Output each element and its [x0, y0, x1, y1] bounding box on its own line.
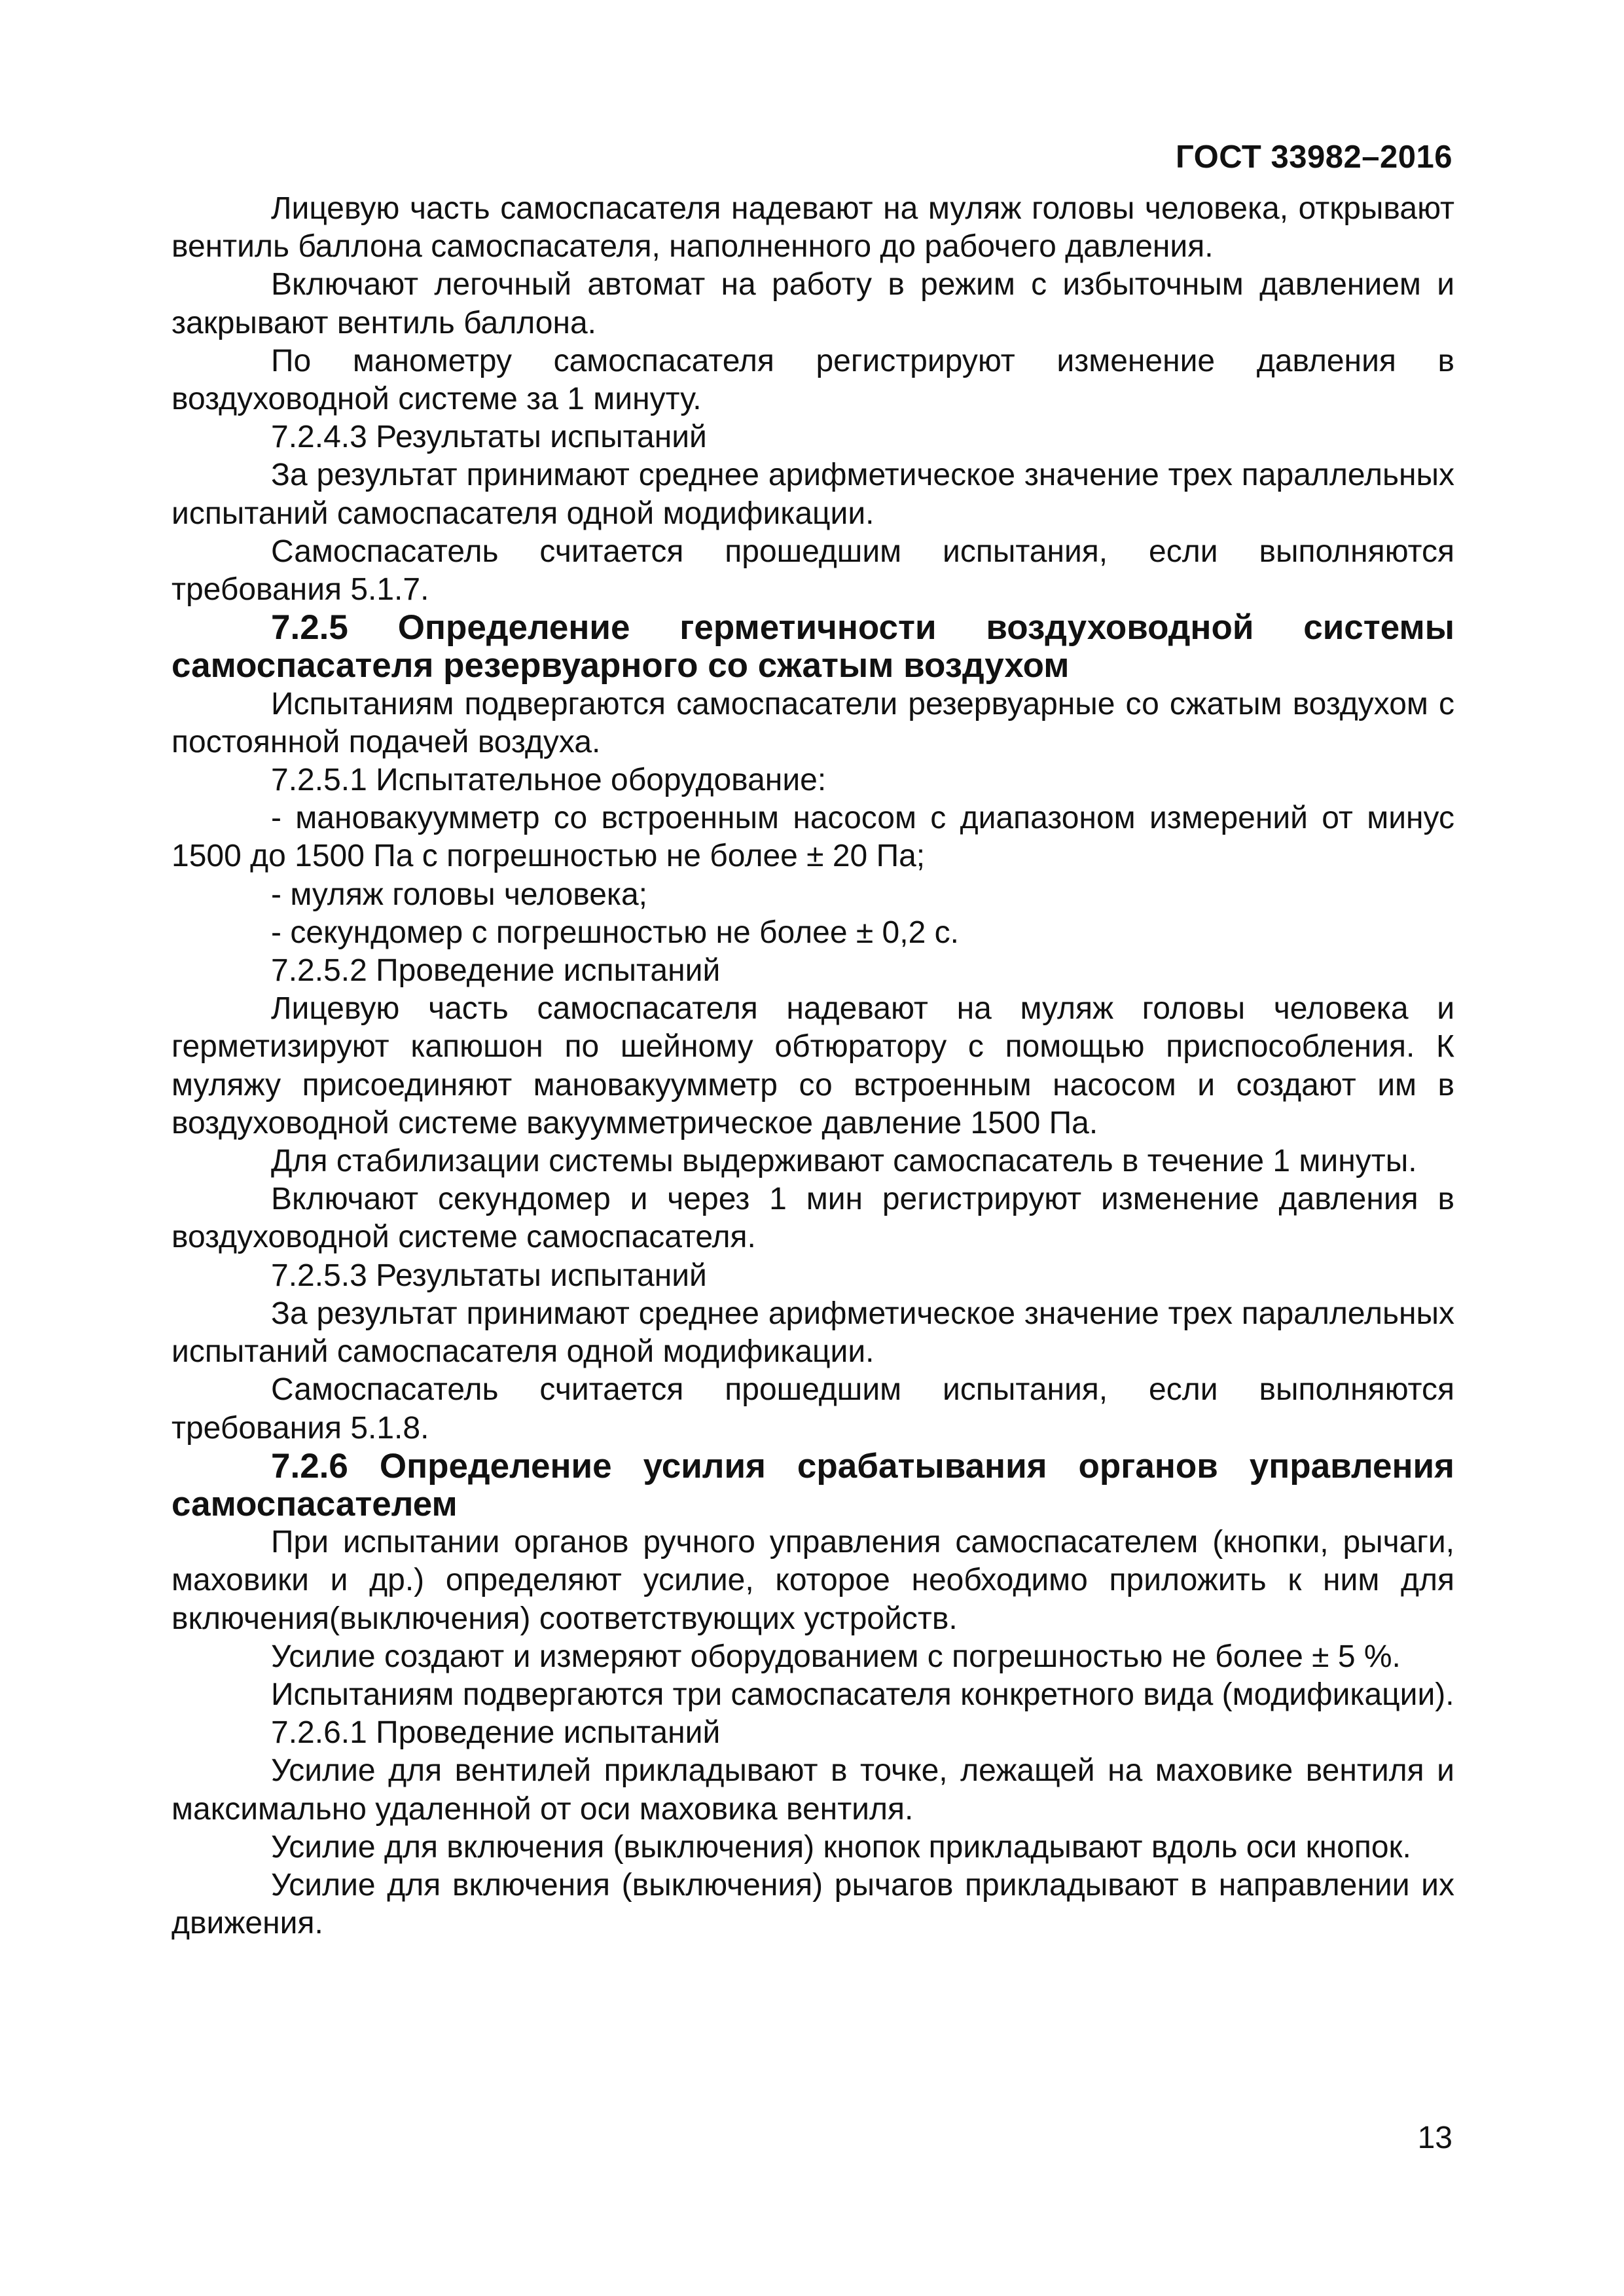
- paragraph: Испытаниям подвергаются самоспасатели резервуарные со сжатым воздухом с постоянной подачей воздуха.: [171, 686, 1454, 759]
- paragraph: Включают легочный автомат на работу в режим с избыточным давлением и закрывают вентиль баллона.: [171, 267, 1454, 340]
- subsection-title: 7.2.6.1 Проведение испытаний: [271, 1715, 721, 1751]
- paragraph: Усилие для вентилей прикладывают в точке, лежащей на маховике вентиля и максимально удаленной от оси маховика вентиля.: [171, 1753, 1454, 1827]
- list-item: - секундомер с погрешностью не более ± 0,2 с.: [271, 915, 959, 950]
- paragraph: Усилие для включения (выключения) кнопок прикладывают вдоль оси кнопок.: [271, 1829, 1411, 1865]
- paragraph: Усилие создают и измеряют оборудованием с погрешностью не более ± 5 %.: [271, 1639, 1401, 1674]
- page-number: 13: [1417, 2121, 1453, 2155]
- paragraph: За результат принимают среднее арифметическое значение трех параллельных испытаний самоспасателя одной модификации.: [171, 458, 1454, 531]
- paragraph: Самоспасатель считается прошедшим испытания, если выполняются требования 5.1.7.: [171, 534, 1454, 608]
- section-heading: 7.2.6 Определение усилия срабатывания органов управления самоспасателем: [171, 1446, 1454, 1523]
- paragraph: Лицевую часть самоспасателя надевают на муляж головы человека, открывают вентиль баллона самоспасателя, наполненного до рабочего давления.: [171, 191, 1454, 264]
- paragraph: При испытании органов ручного управления самоспасателем (кнопки, рычаги, маховики и др.) определяют усилие, которое необходимо приложить к ним для включения(выключения) соответствующих устройств.: [171, 1525, 1454, 1636]
- paragraph: Лицевую часть самоспасателя надевают на муляж головы человека и герметизируют капюшон по шейному обтюратору с помощью приспособления. К муляжу присоединяют мановакуумметр со встроенным насосом и создают им в воздуховодной системе вакуумметрическое давление 1500 Па.: [171, 991, 1454, 1140]
- subsection-title: 7.2.5.1 Испытательное оборудование:: [271, 763, 827, 798]
- paragraph: За результат принимают среднее арифметическое значение трех параллельных испытаний самоспасателя одной модификации.: [171, 1296, 1454, 1370]
- paragraph: Включают секундомер и через 1 мин регистрируют изменение давления в воздуховодной системе самоспасателя.: [171, 1182, 1454, 1255]
- document-body: [171, 190, 1454, 1942]
- paragraph: Испытаниям подвергаются три самоспасателя конкретного вида (модификации).: [271, 1677, 1454, 1712]
- paragraph: По манометру самоспасателя регистрируют изменение давления в воздуховодной системе за 1 минуту.: [171, 343, 1454, 417]
- subsection-title: 7.2.5.3 Результаты испытаний: [271, 1258, 707, 1293]
- paragraph: Для стабилизации системы выдерживают самоспасатель в течение 1 минуты.: [271, 1144, 1417, 1179]
- section-heading: 7.2.5 Определение герметичности воздуховодной системы самоспасателя резервуарного со сжатым воздухом: [171, 608, 1454, 685]
- list-item: - мановакуумметр со встроенным насосом с диапазоном измерений от минус 1500 до 1500 Па с погрешностью не более ± 20 Па;: [171, 801, 1454, 874]
- paragraph: Самоспасатель считается прошедшим испытания, если выполняются требования 5.1.8.: [171, 1372, 1454, 1446]
- subsection-title: 7.2.5.2 Проведение испытаний: [271, 953, 721, 989]
- list-item: - муляж головы человека;: [271, 877, 648, 912]
- subsection-title: 7.2.4.3 Результаты испытаний: [271, 420, 707, 455]
- document-header: ГОСТ 33982–2016: [1176, 139, 1453, 175]
- paragraph: Усилие для включения (выключения) рычагов прикладывают в направлении их движения.: [171, 1867, 1454, 1941]
